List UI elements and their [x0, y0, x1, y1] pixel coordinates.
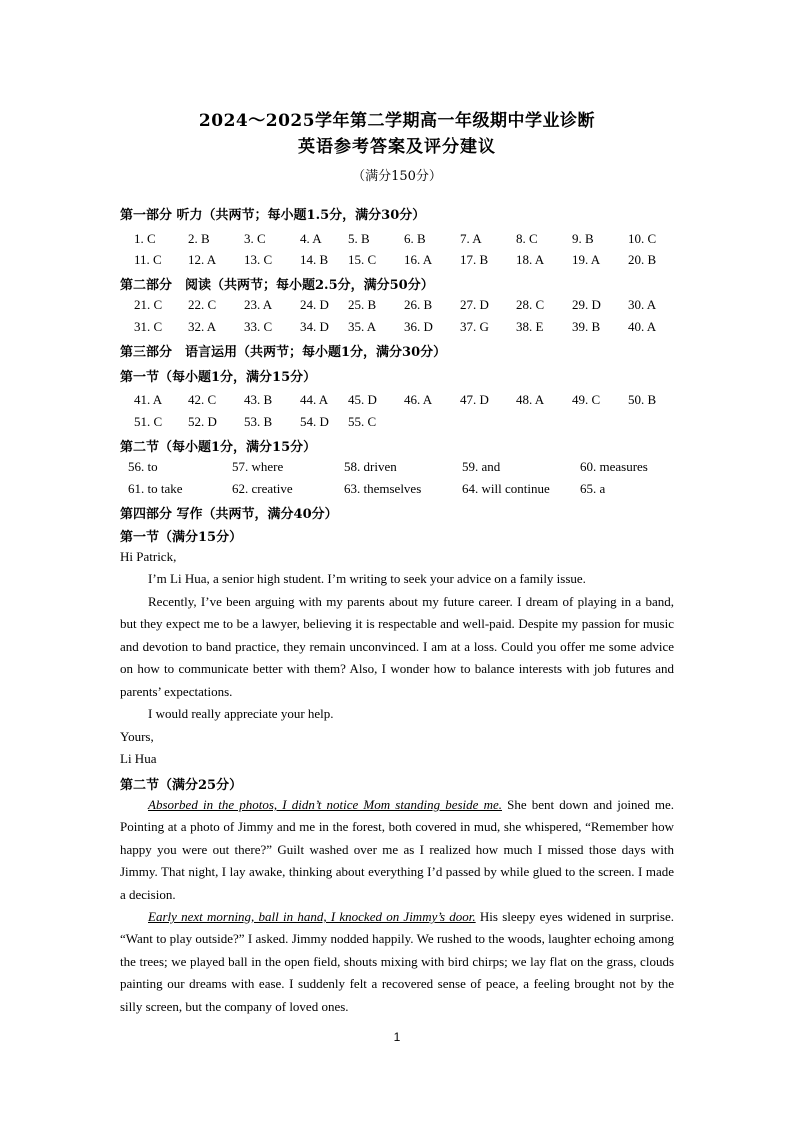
answer-item: 45. D: [348, 392, 377, 407]
answer-item: 42. C: [188, 392, 217, 407]
answer-item: 1. C: [134, 231, 156, 246]
answer-item: 46. A: [404, 392, 433, 407]
answer-item: 59. and: [462, 459, 501, 474]
answer-item: 64. will continue: [462, 481, 550, 496]
answer-item: 3. C: [244, 231, 266, 246]
answer-item: 27. D: [460, 297, 489, 312]
answer-item: 18. A: [516, 252, 545, 267]
answer-item: 12. A: [188, 252, 217, 267]
answer-item: 2. B: [188, 231, 210, 246]
answer-item: 23. A: [244, 297, 273, 312]
answer-row: [120, 252, 680, 272]
letter-paragraph: I would really appreciate your help.: [148, 706, 334, 721]
letter-signature: Li Hua: [120, 751, 157, 766]
page-subtitle: 英语参考答案及评分建议: [298, 137, 496, 157]
answer-item: 51. C: [134, 414, 163, 429]
page-title: 2024～2025学年第二学期高一年级期中学业诊断: [198, 111, 596, 131]
answer-item: 65. a: [580, 481, 606, 496]
answer-item: 47. D: [460, 392, 489, 407]
answer-item: 61. to take: [128, 481, 183, 496]
answer-item: 13. C: [244, 252, 273, 267]
answer-item: 34. D: [300, 319, 329, 334]
answer-item: 26. B: [404, 297, 433, 312]
part3-section2-heading: 第二节（每小题1分，满分15分）: [120, 440, 317, 455]
answer-item: 28. C: [516, 297, 545, 312]
part3-heading: 第三部分 语言运用（共两节；每小题1分，满分30分）: [120, 345, 447, 360]
answer-item: 54. D: [300, 414, 329, 429]
answer-item: 31. C: [134, 319, 163, 334]
answer-item: 48. A: [516, 392, 545, 407]
answer-item: 33. C: [244, 319, 273, 334]
answer-item: 10. C: [628, 231, 657, 246]
answer-item: 40. A: [628, 319, 657, 334]
answer-item: 8. C: [516, 231, 538, 246]
part4-section2-heading: 第二节（满分25分）: [120, 778, 243, 793]
answer-item: 22. C: [188, 297, 217, 312]
answer-item: 6. B: [404, 231, 426, 246]
answer-row: [120, 319, 680, 339]
story-lead-sentence: Absorbed in the photos, I didn’t notice Mom standing beside me.: [148, 797, 502, 812]
page-number: 1: [393, 1030, 401, 1044]
answer-item: 4. A: [300, 231, 322, 246]
answer-item: 44. A: [300, 392, 329, 407]
answer-item: 62. creative: [232, 481, 293, 496]
answer-row: [120, 459, 680, 479]
answer-item: 37. G: [460, 319, 489, 334]
answer-item: 20. B: [628, 252, 657, 267]
answer-item: 5. B: [348, 231, 370, 246]
story-paragraph: Early next morning, ball in hand, I knocked on Jimmy’s door. His sleepy eyes widened in surprise. “Want to play outside?” I asked. Jimmy nodded happily. We rushed to the woods, laughter echoing among the trees; we played ball in the open field, shouts mixing with bird chirps; we lay flat on the grass, clouds painting our dreams with ease. I suddenly felt a recovered sense of peace, a feeling brought not by the silly screen, but the company of loved ones.: [120, 909, 674, 1014]
answer-item: 52. D: [188, 414, 217, 429]
answer-row: [120, 392, 680, 412]
answer-row: [120, 297, 680, 317]
story-paragraph: Absorbed in the photos, I didn’t notice Mom standing beside me. She bent down and joined me. Pointing at a photo of Jimmy and me in the forest, both covered in mud, she whispered, “Remember how happy you were out there?” Guilt washed over me as I realized how much I missed those days with Jimmy. That night, I lay awake, thinking about everything I’d passed by while glued to the screen. I made a decision.: [120, 797, 674, 902]
answer-item: 56. to: [128, 459, 158, 474]
answer-item: 7. A: [460, 231, 482, 246]
answer-item: 35. A: [348, 319, 377, 334]
answer-item: 17. B: [460, 252, 489, 267]
story-lead-sentence: Early next morning, ball in hand, I knocked on Jimmy’s door.: [148, 909, 476, 924]
answer-item: 19. A: [572, 252, 601, 267]
answer-item: 55. C: [348, 414, 377, 429]
letter-paragraph: I’m Li Hua, a senior high student. I’m writing to seek your advice on a family issue.: [148, 571, 586, 586]
answer-item: 16. A: [404, 252, 433, 267]
part3-section1-heading: 第一节（每小题1分，满分15分）: [120, 370, 317, 385]
answer-item: 25. B: [348, 297, 377, 312]
answer-item: 15. C: [348, 252, 377, 267]
answer-item: 39. B: [572, 319, 601, 334]
full-score-note: （满分150分）: [352, 169, 442, 184]
answer-row: [120, 231, 680, 251]
answer-item: 49. C: [572, 392, 601, 407]
answer-item: 14. B: [300, 252, 329, 267]
answer-row: [120, 414, 680, 434]
part1-heading: 第一部分 听力（共两节；每小题1.5分，满分30分）: [120, 208, 426, 223]
answer-item: 57. where: [232, 459, 284, 474]
part4-section1-heading: 第一节（满分15分）: [120, 530, 243, 545]
answer-item: 32. A: [188, 319, 217, 334]
answer-item: 60. measures: [580, 459, 648, 474]
letter-greeting: Hi Patrick,: [120, 549, 177, 564]
answer-item: 63. themselves: [344, 481, 422, 496]
part4-heading: 第四部分 写作（共两节，满分40分）: [120, 507, 338, 522]
answer-item: 53. B: [244, 414, 273, 429]
answer-item: 58. driven: [344, 459, 397, 474]
answer-item: 38. E: [516, 319, 544, 334]
answer-item: 43. B: [244, 392, 273, 407]
answer-item: 9. B: [572, 231, 594, 246]
answer-item: 36. D: [404, 319, 433, 334]
answer-item: 11. C: [134, 252, 162, 267]
part2-heading: 第二部分 阅读（共两节；每小题2.5分，满分50分）: [120, 278, 434, 293]
answer-item: 50. B: [628, 392, 657, 407]
answer-row: [120, 481, 680, 501]
answer-item: 29. D: [572, 297, 601, 312]
letter-closing: Yours,: [120, 729, 154, 744]
answer-item: 30. A: [628, 297, 657, 312]
answer-item: 41. A: [134, 392, 163, 407]
answer-item: 24. D: [300, 297, 329, 312]
answer-item: 21. C: [134, 297, 163, 312]
letter-paragraph: Recently, I’ve been arguing with my parents about my future career. I dream of playing in a band, but they expect me to be a lawyer, believing it is respectable and well-paid. Despite my passion for music and devotion to band practice, they remain unconvinced. I am at a loss. Could you offer me some advice on how to communicate better with them? Also, I wonder how to balance interests with job futures and parents’ expectations.: [120, 594, 674, 699]
